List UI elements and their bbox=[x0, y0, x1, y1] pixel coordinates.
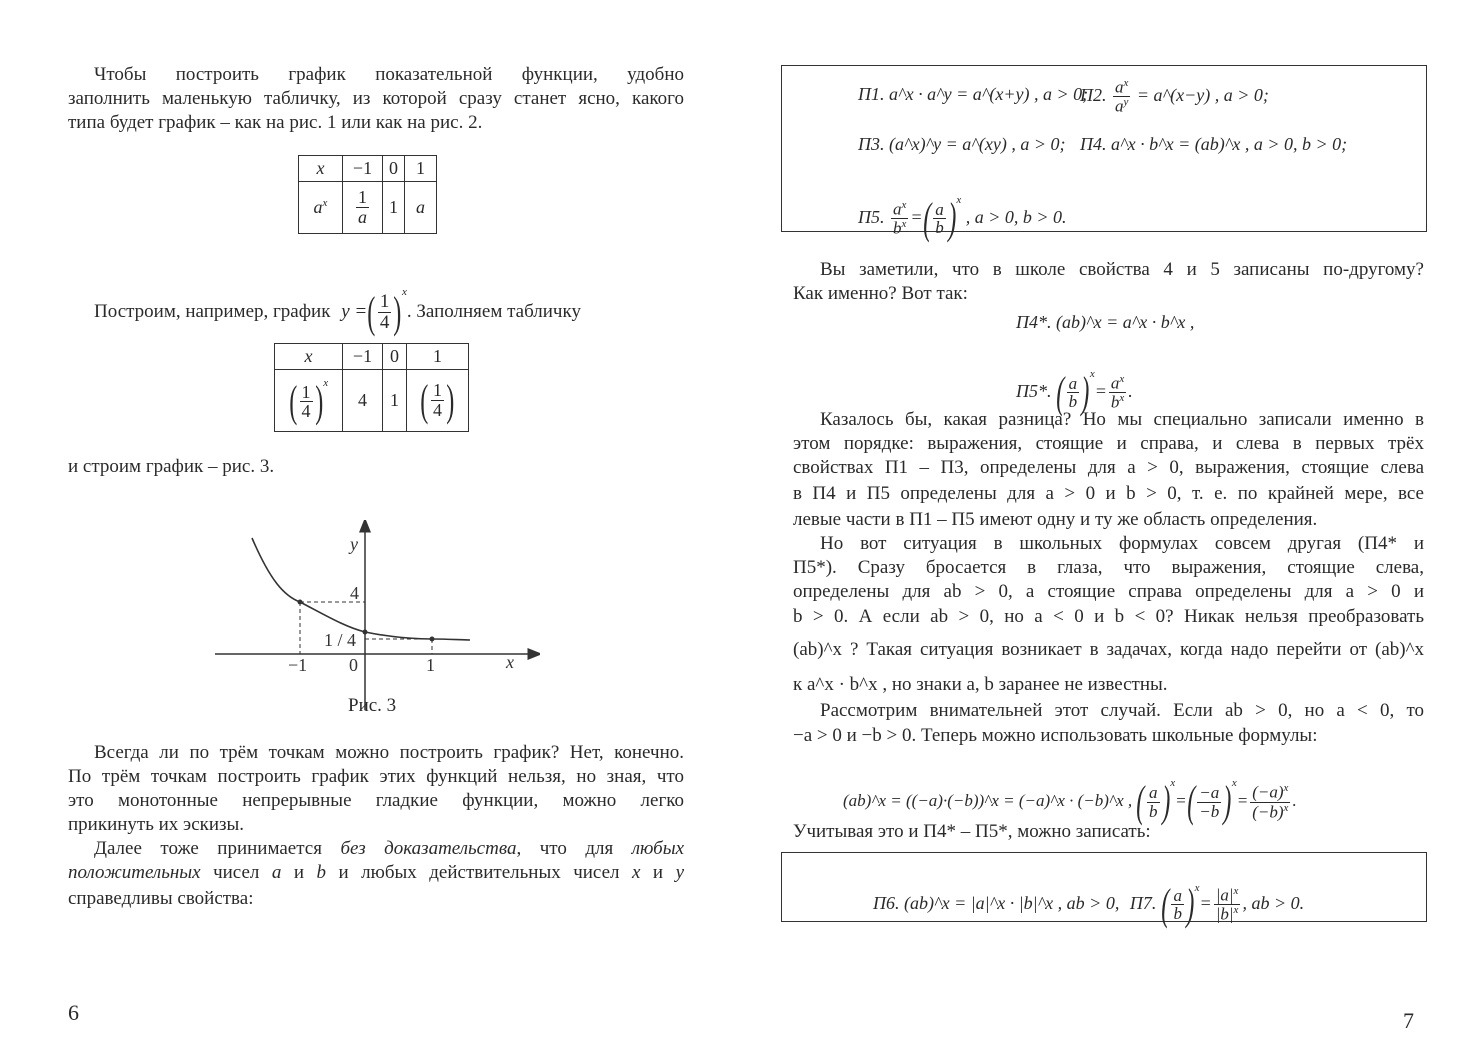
paragraph-line: заполнить маленькую табличку, из которой сразу станет ясно, какого bbox=[68, 88, 684, 109]
paragraph-line: и строим график – рис. 3. bbox=[68, 456, 275, 477]
table-cell: −1 bbox=[343, 156, 383, 182]
tick-label: −1 bbox=[288, 655, 308, 675]
table-cell: x bbox=[275, 344, 343, 370]
table-cell: −1 bbox=[343, 344, 383, 370]
tick-label: 4 bbox=[350, 583, 359, 603]
table-cell: 1 bbox=[383, 182, 405, 234]
exponential-graph bbox=[210, 520, 540, 720]
paragraph-line: b > 0. А если ab > 0, но a < 0 и b < 0? Никак нельзя преобразовать bbox=[793, 606, 1424, 627]
paragraph-line: −a > 0 и −b > 0. Теперь можно использовать школьные формулы: bbox=[793, 725, 1318, 746]
formula-p2: П2. $\frac{a^x}{a^y}$ = a^(x−y) , a > 0; bbox=[1080, 76, 1269, 117]
table-cell: 1 bbox=[405, 156, 437, 182]
paragraph-line: свойствах П1 – П3, определены для a > 0, выражения, стоящие слева bbox=[793, 457, 1424, 478]
point bbox=[298, 600, 303, 605]
table-cell: $a^x$ bbox=[299, 182, 343, 234]
formula-p5-school: П5*. ( $\frac{a}{b}$ )$^x$= $\frac{a^x}{b^x}$ . bbox=[1016, 367, 1133, 417]
formula-derivation: (ab)^x = ((−a)·(−b))^x = (−a)^x · (−b)^x , ( $\frac{a}{b}$ )$^x$=( $\frac{-a}{-b}$ )$^x$= $\frac{(-a)^x}{(-b)^x}$ . bbox=[843, 777, 1297, 827]
paragraph-line: П5*). Сразу бросается в глаза, что выражения, стоящие слева, bbox=[793, 557, 1424, 578]
formula-p5: П5. $\frac{a^x}{b^x}$ =( $\frac{a}{b}$ )$^x$ , a > 0, b > 0. bbox=[858, 193, 1067, 243]
page-number: 6 bbox=[68, 1000, 79, 1025]
y-label: y bbox=[350, 534, 358, 554]
fraction: $\frac{1}{a}$ bbox=[358, 187, 367, 227]
formula-p3: П3. (a^x)^y = a^(xy) , a > 0; bbox=[858, 134, 1066, 154]
table-cell: 4 bbox=[343, 370, 383, 432]
x-label: x bbox=[506, 652, 514, 672]
formula-p4-school: П4*. (ab)^x = a^x · b^x , bbox=[1016, 312, 1195, 332]
formula-p4: П4. a^x · b^x = (ab)^x , a > 0, b > 0; bbox=[1080, 134, 1348, 154]
paragraph-line: Чтобы построить график показательной функции, удобно bbox=[94, 64, 684, 85]
value-table-general bbox=[298, 155, 437, 234]
build-line: Построим, например, график y =( $\frac{1}{4}$ )$^x$. Заполняем табличку bbox=[94, 286, 581, 337]
table-cell: 1 bbox=[383, 370, 407, 432]
table-cell: 0 bbox=[383, 344, 407, 370]
paragraph-line: Далее тоже принимается без доказательства, что для любых bbox=[94, 838, 685, 859]
table-cell: a bbox=[405, 182, 437, 234]
formula-p6-p7: П6. (ab)^x = |a|^x · |b|^x , ab > 0, П7. ( $\frac{a}{b}$ )$^x$= $\frac{|a|^x}{|b|^x}$ , ab > 0. bbox=[873, 879, 1305, 929]
point bbox=[430, 637, 435, 642]
table-cell: 1 bbox=[407, 344, 469, 370]
tick-label: 1 / 4 bbox=[324, 630, 357, 650]
paragraph-line: к a^x · b^x , но знаки a, b заранее не известны. bbox=[793, 674, 1168, 695]
tick-label: 0 bbox=[349, 655, 358, 675]
paragraph-line: Учитывая это и П4* – П5*, можно записать: bbox=[793, 821, 1151, 842]
paragraph-line: в П4 и П5 определены для a > 0 и b > 0, т. е. по крайней мере, все bbox=[793, 483, 1424, 504]
value-table-quarter bbox=[274, 343, 469, 432]
paragraph-line: типа будет график – как на рис. 1 или как на рис. 2. bbox=[68, 112, 483, 133]
paragraph-line: (ab)^x ? Такая ситуация возникает в задачах, когда надо перейти от (ab)^x bbox=[793, 639, 1424, 660]
table-cell: 0 bbox=[383, 156, 405, 182]
formula-p1: П1. a^x · a^y = a^(x+y) , a > 0; bbox=[858, 84, 1089, 104]
paragraph-line: справедливы свойства: bbox=[68, 888, 254, 909]
paragraph-line: Как именно? Вот так: bbox=[793, 283, 968, 304]
paragraph-line: Рассмотрим внимательней этот случай. Если ab > 0, но a < 0, то bbox=[820, 700, 1424, 721]
paragraph-line: определены для ab > 0, а стоящие справа определены для a > 0 и bbox=[793, 581, 1424, 602]
paragraph-line: положительных чисел a и b и любых действительных чисел x и y bbox=[68, 862, 684, 883]
paragraph-line: Всегда ли по трём точкам можно построить график? Нет, конечно. bbox=[94, 742, 684, 763]
paragraph-line: Вы заметили, что в школе свойства 4 и 5 записаны по-другому? bbox=[820, 259, 1424, 280]
tick-label: 1 bbox=[426, 655, 435, 675]
table-cell bbox=[343, 182, 383, 234]
paragraph-line: этом порядке: выражения, стоящие и справа, и слева в первых трёх bbox=[793, 433, 1424, 454]
table-cell: ( $\frac{1}{4}$ ) bbox=[407, 370, 469, 432]
paragraph-line: прикинуть их эскизы. bbox=[68, 814, 245, 835]
point bbox=[363, 630, 368, 635]
paragraph-line: По трём точкам построить график этих функций нельзя, но зная, что bbox=[68, 766, 684, 787]
paragraph-line: Но вот ситуация в школьных формулах совсем другая (П4* и bbox=[820, 533, 1424, 554]
paragraph-line: левые части в П1 – П5 имеют одну и ту же область определения. bbox=[793, 509, 1318, 530]
curve bbox=[252, 538, 470, 640]
paragraph-line: Казалось бы, какая разница? Но мы специально записали именно в bbox=[820, 409, 1424, 430]
figure-caption: Рис. 3 bbox=[348, 695, 397, 716]
table-cell: ( $\frac{1}{4}$ )$^x$ bbox=[275, 370, 343, 432]
page-number: 7 bbox=[1403, 1008, 1414, 1033]
paragraph-line: это монотонные непрерывные гладкие функции, можно легко bbox=[68, 790, 684, 811]
table-cell: x bbox=[299, 156, 343, 182]
